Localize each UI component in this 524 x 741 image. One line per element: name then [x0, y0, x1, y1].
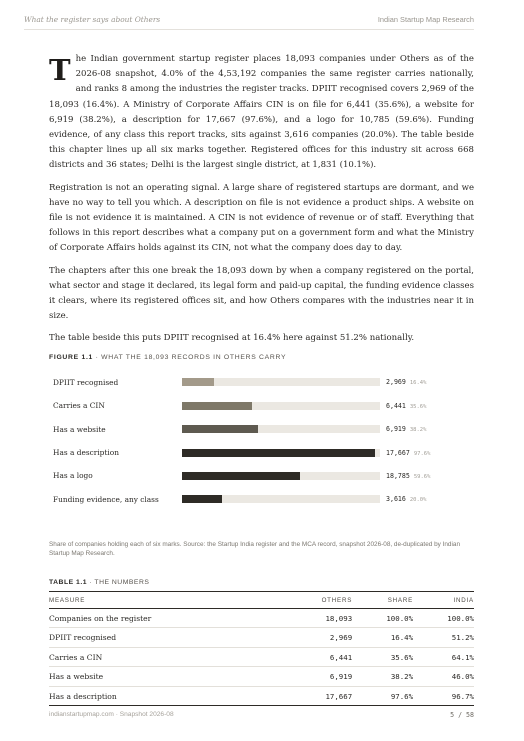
column-header-measure: MEASURE — [49, 591, 282, 608]
table-number: TABLE 1.1 — [49, 578, 87, 586]
bar-label: Has a logo — [53, 471, 93, 481]
bar-value-label: 6,441 35.6% — [386, 401, 427, 410]
table-cell-share: 97.6% — [352, 686, 413, 706]
table-note-paragraph: The table beside this puts DPIIT recognised at 16.4% here against 51.2% nationally. — [49, 333, 415, 344]
bar-share-label: 20.0% — [409, 497, 427, 504]
numbers-table — [49, 591, 474, 707]
table-row — [49, 686, 474, 706]
figure-label — [49, 354, 474, 361]
chart-row — [49, 371, 474, 394]
table-cell-share: 16.4% — [352, 628, 413, 648]
header-rule — [24, 29, 474, 30]
running-head — [24, 15, 474, 24]
table-row — [49, 667, 474, 687]
footer-site: indianstartupmap.com · Snapshot 2026-08 — [49, 711, 174, 718]
drop-cap: T — [49, 53, 71, 87]
intro-paragraph-text: he Indian government startup register places 18,093 companies under Others as of the 2026-08 snapshot, 4.0% of the 4,53,192 companies the same register carries nationally, and ranks 8 among the industries the register tracks. DPIIT recognised covers 2,969 of the 18,093 (16.4%). A Ministry of Corporate Affairs CIN is on file for 6,441 (35.6%), a website for 6,919 (38.2%), a description for 17,667 (97.6%), and a logo for 10,785 (59.6%). Funding evidence, of any class this report tracks, sits against 3,616 companies (20.0%). The table beside this chapter lines up all six marks together. Registered offices for this industry sit across 668 districts and 36 states; Delhi is the largest single district, at 1,831 (10.1%). — [49, 54, 474, 171]
table-cell-measure: Has a description — [49, 686, 282, 706]
figure-caption: Share of companies holding each of six marks. Source: the Startup India register and the MCA record, snapshot 2026-08, de-duplicated by Indian Startup Map Research. — [49, 540, 461, 558]
bar-label: Carries a CIN — [53, 401, 105, 411]
bar — [182, 378, 214, 386]
bar — [182, 402, 252, 410]
table-cell-india: 51.2% — [413, 628, 474, 648]
table-row — [49, 608, 474, 628]
chart-row — [49, 441, 474, 464]
bar — [182, 495, 222, 503]
column-header-others: OTHERS — [282, 591, 352, 608]
bar-share-label: 97.6% — [413, 450, 431, 457]
chart-row — [49, 464, 474, 487]
table-cell-share: 38.2% — [352, 667, 413, 687]
chart-row — [49, 488, 474, 511]
table-cell-measure: Companies on the register — [49, 608, 282, 628]
bar-share-label: 16.4% — [409, 380, 427, 387]
table-row — [49, 628, 474, 648]
bar-track — [182, 495, 380, 503]
table-row — [49, 647, 474, 667]
chart-row — [49, 417, 474, 440]
chapters-paragraph: The chapters after this one break the 18,093 down by when a company registered on the portal, what sector and stage it declared, its legal form and paid-up capital, the funding evidence classes it clears, where its registered offices sit, and how Others compares with the industries near it in size. — [49, 265, 474, 322]
figure-title: · WHAT THE 18,093 RECORDS IN OTHERS CARRY — [95, 353, 287, 361]
bar-share-label: 59.6% — [413, 473, 431, 480]
figure-number: FIGURE 1.1 — [49, 353, 94, 361]
table-title: · THE NUMBERS — [89, 578, 150, 586]
bar-label: Funding evidence, any class — [53, 494, 159, 504]
page-number: 5 / 58 — [450, 711, 474, 719]
bar-value-label: 17,667 97.6% — [386, 448, 431, 457]
table-cell-share: 35.6% — [352, 647, 413, 667]
bar — [182, 425, 258, 433]
table-cell-others: 6,919 — [282, 667, 352, 687]
table-cell-measure: Has a website — [49, 667, 282, 687]
caveat-paragraph: Registration is not an operating signal. A large share of registered startups are dormant, and we have no way to tell you which. A description on file is not evidence a product ships. A website on file is not evidence it is maintained. A CIN is not evidence of revenue or of staff. Everything that follows in this report describes what a company put on a government form and what the Ministry of Corporate Affairs holds against its CIN, not what the company does day to day. — [49, 182, 474, 254]
table-cell-measure: DPIIT recognised — [49, 628, 282, 648]
marks-bar-chart — [49, 371, 474, 535]
bar-track — [182, 472, 380, 480]
bar-value-label: 18,785 59.6% — [386, 471, 431, 480]
table-cell-measure: Carries a CIN — [49, 647, 282, 667]
bar — [182, 472, 300, 480]
table-cell-india: 96.7% — [413, 686, 474, 706]
table-label — [49, 579, 474, 586]
table-cell-share: 100.0% — [352, 608, 413, 628]
column-header-share: SHARE — [352, 591, 413, 608]
bar-label: DPIIT recognised — [53, 377, 119, 387]
table-cell-india: 64.1% — [413, 647, 474, 667]
running-head-chapter: What the register says about Others — [24, 15, 161, 24]
bar-share-label: 38.2% — [409, 427, 427, 434]
column-header-india: INDIA — [413, 591, 474, 608]
table-cell-india: 100.0% — [413, 608, 474, 628]
chart-row — [49, 394, 474, 417]
table-cell-others: 18,093 — [282, 608, 352, 628]
table-cell-others: 17,667 — [282, 686, 352, 706]
bar-track — [182, 425, 380, 433]
intro-paragraph — [49, 52, 474, 174]
table-cell-india: 46.0% — [413, 667, 474, 687]
bar-label: Has a website — [53, 424, 106, 434]
page-body — [49, 52, 474, 706]
bar-value-label: 6,919 38.2% — [386, 425, 427, 434]
page-footer — [49, 711, 474, 719]
bar — [182, 449, 375, 457]
bar-track — [182, 378, 380, 386]
bar-value-label: 3,616 20.0% — [386, 495, 427, 504]
table-header-row — [49, 591, 474, 608]
table-cell-others: 2,969 — [282, 628, 352, 648]
bar-value-label: 2,969 16.4% — [386, 378, 427, 387]
bar-label: Has a description — [53, 448, 119, 458]
bar-share-label: 35.6% — [409, 403, 427, 410]
table-cell-others: 6,441 — [282, 647, 352, 667]
bar-track — [182, 402, 380, 410]
bar-track — [182, 449, 380, 457]
running-head-publication: Indian Startup Map Research — [377, 15, 474, 24]
